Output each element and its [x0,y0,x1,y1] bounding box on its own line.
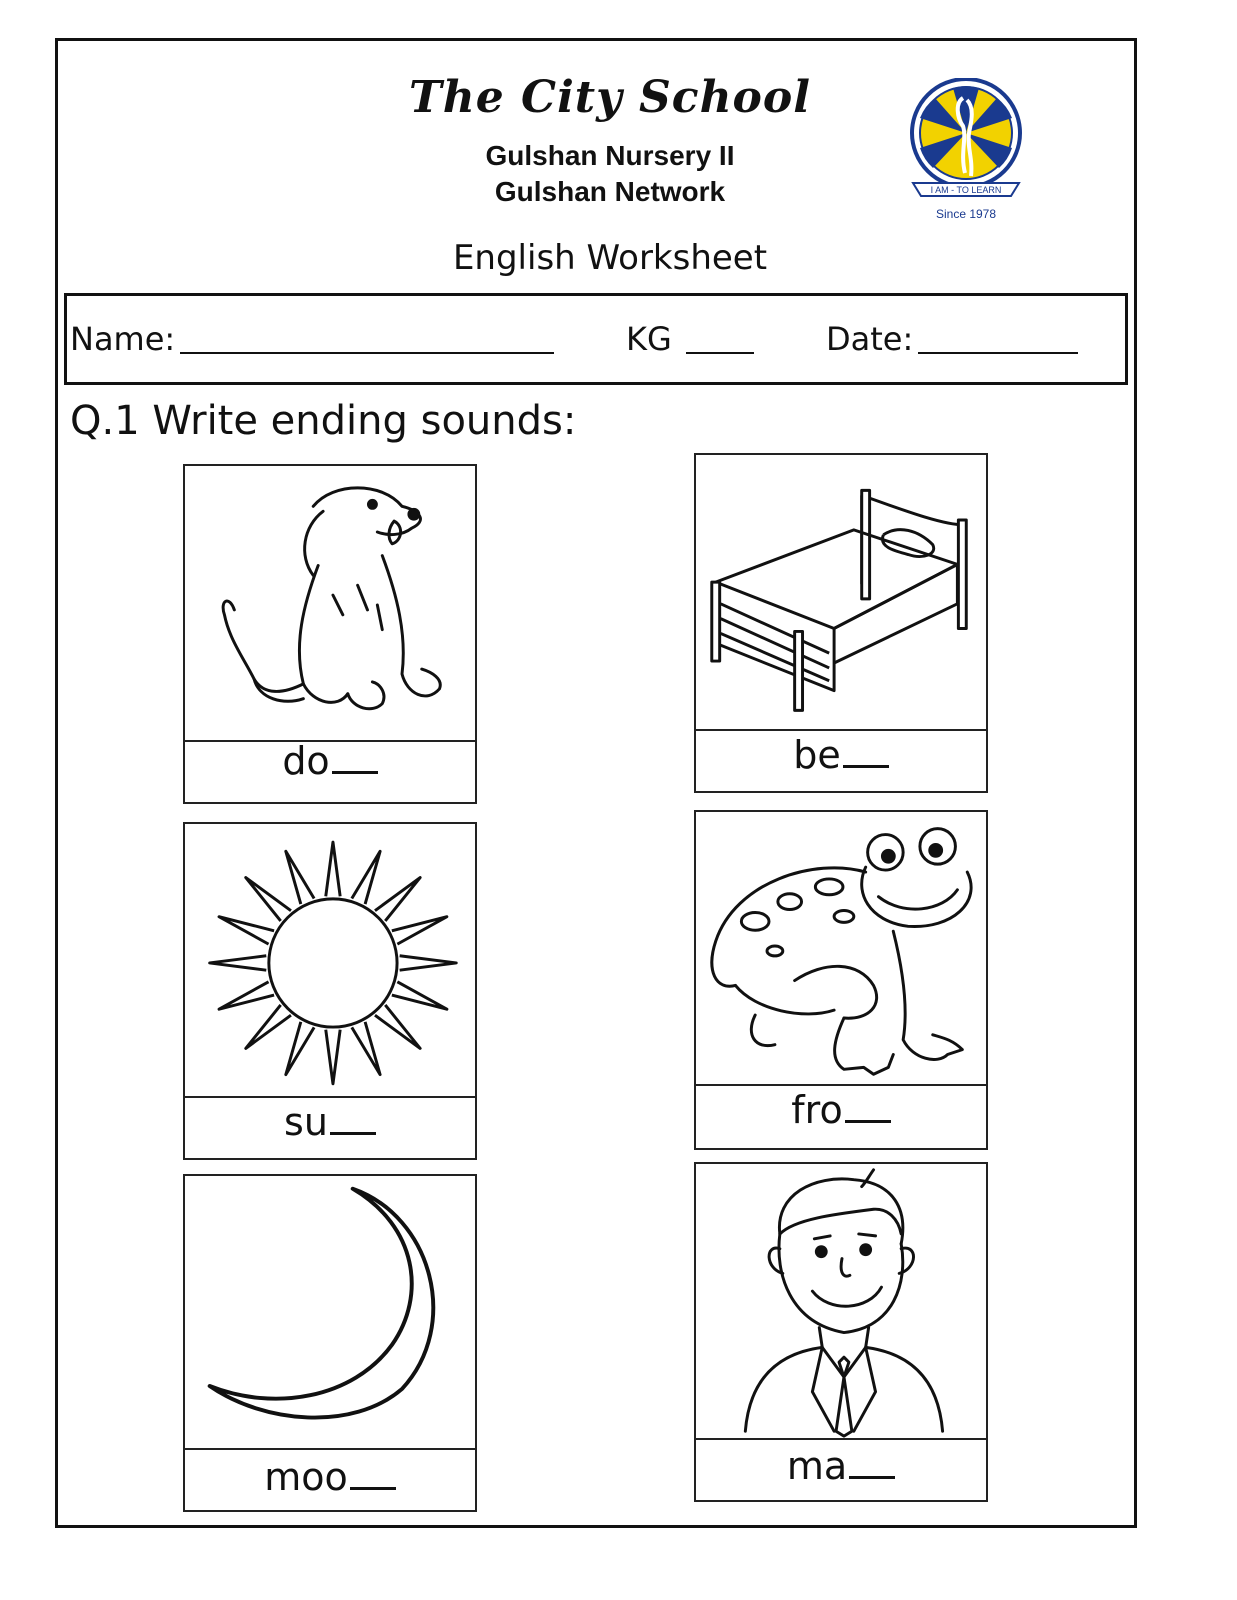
date-field[interactable] [918,352,1078,354]
sun-rays [210,842,457,1084]
card-word: be [793,733,841,777]
answer-blank[interactable] [332,767,378,774]
crest-motto: I AM - TO LEARN [930,185,1002,195]
crest-since: Since 1978 [935,207,997,221]
student-info-box [64,293,1128,385]
card-word: do [282,739,330,783]
name-field[interactable] [180,352,554,354]
moon-icon [185,1176,475,1450]
question-label: Q.1 Write ending sounds: [70,398,577,444]
card-dog [183,464,477,804]
answer-blank[interactable] [330,1128,376,1135]
card-word: moo [264,1455,348,1499]
man-icon [696,1164,986,1440]
date-label: Date: [826,320,914,358]
card-frog [694,810,988,1150]
card-word: fro [791,1088,843,1132]
answer-blank[interactable] [843,761,889,768]
card-word: ma [786,1444,848,1488]
branch-name: Gulshan Nursery II [485,140,735,171]
frog-icon [696,812,986,1086]
card-man [694,1162,988,1502]
dog-icon [185,466,475,742]
answer-blank[interactable] [849,1472,895,1479]
sun-icon [185,824,475,1098]
class-field[interactable] [686,352,754,354]
card-bed [694,453,988,793]
school-name: The City School [409,72,811,123]
name-label: Name: [70,320,176,358]
bed-icon [696,455,986,731]
card-sun [183,822,477,1160]
card-moon [183,1174,477,1512]
class-label: KG [626,320,672,358]
worksheet-title: English Worksheet [452,238,768,278]
answer-blank[interactable] [845,1116,891,1123]
school-crest-icon [905,78,1027,228]
answer-blank[interactable] [350,1483,396,1490]
network-name: Gulshan Network [494,176,726,207]
card-word: su [284,1100,328,1144]
